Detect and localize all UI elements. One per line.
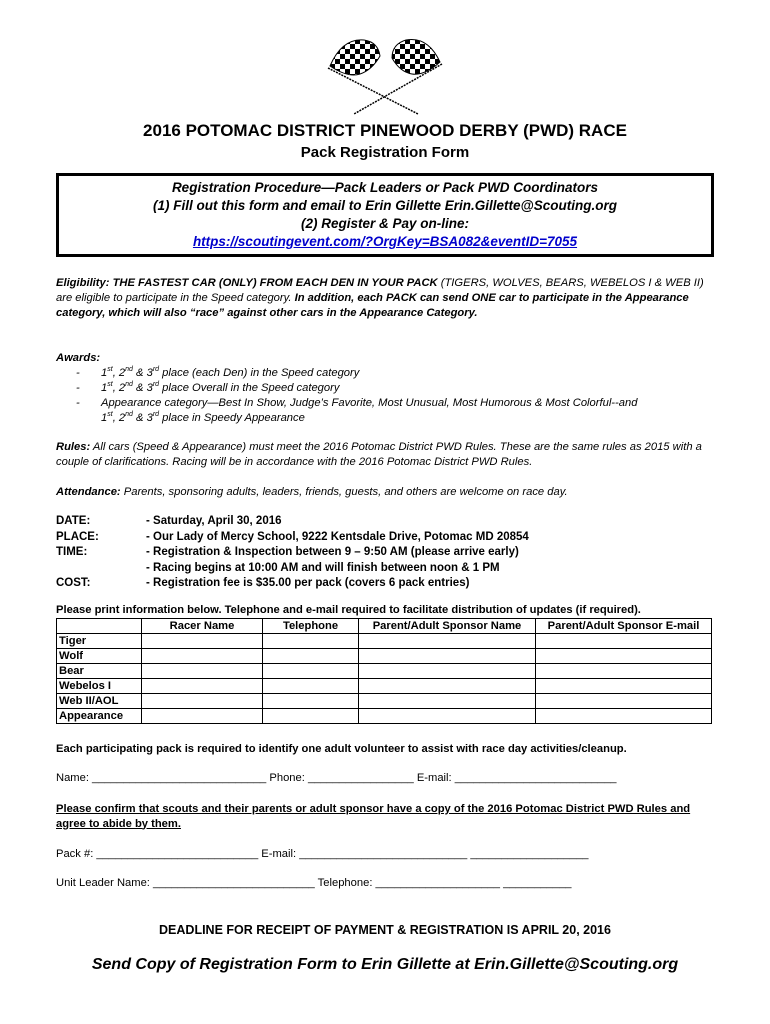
den-label: Web II/AOL: [57, 694, 142, 709]
racer-name-cell[interactable]: [142, 634, 263, 649]
awards-label: Awards:: [56, 352, 101, 364]
sponsor-email-cell[interactable]: [536, 679, 712, 694]
send-form-footer: Send Copy of Registration Form to Erin Gillette at Erin.Gillette@Scouting.org: [91, 956, 679, 973]
confirm-rules-statement: Please confirm that scouts and their parents or adult sponsor have a copy of the 2016 Potomac District PWD Rules and agree to abide by them.: [56, 803, 691, 830]
attendance-text: Parents, sponsoring adults, leaders, friends, guests, and others are welcome on race day.: [123, 486, 568, 498]
list-dash: -: [76, 367, 80, 379]
table-header: Telephone: [263, 619, 359, 634]
place-value: - Our Lady of Mercy School, 9222 Kentsdale Drive, Potomac MD 20854: [146, 530, 529, 543]
table-header: [57, 619, 142, 634]
cost-label: COST:: [56, 577, 91, 589]
procedure-step-2: (2) Register & Pay on-line:: [300, 216, 470, 231]
award-item: - Appearance category—Best In Show, Judge’s Favorite, Most Unusual, Most Humorous & Most Colorful--and: [76, 397, 638, 409]
rules-paragraph: [56, 440, 716, 470]
cost-value: - Registration fee is $35.00 per pack (covers 6 pack entries): [146, 577, 470, 589]
racer-name-cell[interactable]: [142, 694, 263, 709]
checkered-flags-logo: [320, 34, 450, 116]
time-value-1: - Registration & Inspection between 9 – 9:50 AM (please arrive early): [146, 546, 519, 558]
racer-name-cell[interactable]: [142, 709, 263, 724]
registration-table-wrap: [56, 618, 712, 724]
unit-leader-line[interactable]: Unit Leader Name: __________________________ Telephone: ____________________ ___________: [56, 877, 572, 889]
telephone-cell[interactable]: [263, 664, 359, 679]
sponsor-email-cell[interactable]: [536, 634, 712, 649]
list-dash: -: [76, 382, 80, 394]
eligibility-text: (TIGERS, WOLVES, BEARS, WEBELOS I & WEB II) are eligible to participate in the Speed category.: [56, 277, 704, 304]
sponsor-email-cell[interactable]: [536, 694, 712, 709]
den-label: Wolf: [57, 649, 142, 664]
date-label: DATE:: [56, 515, 91, 527]
sponsor-email-cell[interactable]: [536, 649, 712, 664]
den-label: Tiger: [57, 634, 142, 649]
table-header: Racer Name: [142, 619, 263, 634]
pack-email-line[interactable]: Pack #: __________________________ E-mail: ___________________________ ___________________: [56, 848, 589, 860]
rules-text: All cars (Speed & Appearance) must meet the 2016 Potomac District PWD Rules. These are the same rules as 2015 with a couple of clarifications. Racing will be in accordance with the 2016 Potomac District PWD Rules.: [56, 441, 702, 468]
attendance-label: Attendance:: [56, 486, 121, 498]
deadline-notice: DEADLINE FOR RECEIPT OF PAYMENT & REGISTRATION IS APRIL 20, 2016: [159, 923, 611, 937]
rules-label: Rules:: [56, 441, 91, 453]
procedure-heading: Registration Procedure—Pack Leaders or Pack PWD Coordinators: [171, 180, 599, 195]
page-subtitle: Pack Registration Form: [300, 144, 470, 161]
racer-name-cell[interactable]: [142, 664, 263, 679]
awards-section: [56, 351, 716, 426]
registration-table: [56, 618, 712, 724]
sponsor-email-cell[interactable]: [536, 709, 712, 724]
telephone-cell[interactable]: [263, 709, 359, 724]
table-row: [57, 709, 712, 724]
eligibility-paragraph: [56, 276, 716, 321]
eligibility-bold-1: THE FASTEST CAR (ONLY) FROM EACH DEN IN YOUR PACK: [112, 277, 438, 289]
telephone-cell[interactable]: [263, 694, 359, 709]
sponsor-name-cell[interactable]: [359, 634, 536, 649]
telephone-cell[interactable]: [263, 649, 359, 664]
racer-name-cell[interactable]: [142, 679, 263, 694]
sponsor-name-cell[interactable]: [359, 694, 536, 709]
event-details: [56, 514, 716, 592]
award-item: - 1st, 2nd & 3rd place Overall in the Speed category: [76, 381, 340, 394]
table-row: [57, 694, 712, 709]
procedure-step-1: (1) Fill out this form and email to Erin Gillette Erin.Gillette@Scouting.org: [153, 198, 617, 213]
sponsor-name-cell[interactable]: [359, 649, 536, 664]
award-item-continued: 1st, 2nd & 3rd place in Speedy Appearance: [101, 411, 305, 424]
time-label: TIME:: [56, 546, 88, 558]
table-row: [57, 679, 712, 694]
volunteer-contact-line[interactable]: Name: ____________________________ Phone: _________________ E-mail: __________________________: [56, 772, 617, 784]
award-item: - 1st, 2nd & 3rd place (each Den) in the Speed category: [76, 366, 360, 379]
table-row: [57, 649, 712, 664]
table-header: Parent/Adult Sponsor Name: [359, 619, 536, 634]
list-dash: -: [76, 397, 80, 409]
attendance-paragraph: [56, 485, 716, 500]
table-header: Parent/Adult Sponsor E-mail: [536, 619, 712, 634]
telephone-cell[interactable]: [263, 679, 359, 694]
table-header-row: [57, 619, 712, 634]
table-row: [57, 664, 712, 679]
table-instruction: Please print information below. Telephone and e-mail required to facilitate distribution of updates (if required).: [56, 604, 641, 616]
page-title: 2016 POTOMAC DISTRICT PINEWOOD DERBY (PWD) RACE: [143, 121, 627, 140]
den-label: Webelos I: [57, 679, 142, 694]
registration-link[interactable]: https://scoutingevent.com/?OrgKey=BSA082&eventID=7055: [192, 234, 578, 249]
telephone-cell[interactable]: [263, 634, 359, 649]
sponsor-email-cell[interactable]: [536, 664, 712, 679]
sponsor-name-cell[interactable]: [359, 679, 536, 694]
den-label: Appearance: [57, 709, 142, 724]
date-value: - Saturday, April 30, 2016: [146, 515, 282, 527]
place-label: PLACE:: [56, 530, 99, 543]
sponsor-name-cell[interactable]: [359, 709, 536, 724]
table-row: [57, 634, 712, 649]
eligibility-bold-2: In addition, each PACK can send ONE car to participate in the Appearance category, which will also “race” against other cars in the Appearance Category.: [56, 292, 689, 319]
den-label: Bear: [57, 664, 142, 679]
racer-name-cell[interactable]: [142, 649, 263, 664]
time-value-2: - Racing begins at 10:00 AM and will finish between noon & 1 PM: [146, 561, 500, 574]
eligibility-label: Eligibility:: [56, 277, 110, 289]
sponsor-name-cell[interactable]: [359, 664, 536, 679]
registration-procedure-box: [56, 173, 714, 257]
volunteer-instruction: Each participating pack is required to identify one adult volunteer to assist with race day activities/cleanup.: [56, 743, 627, 755]
